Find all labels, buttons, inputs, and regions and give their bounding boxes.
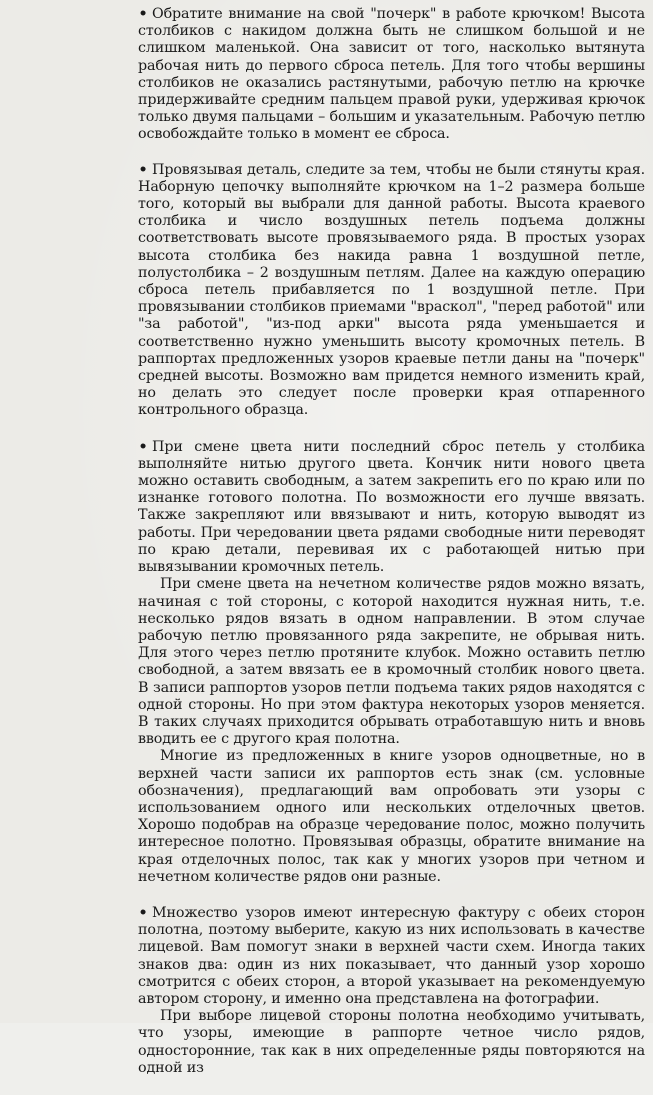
paragraph: При выборе лицевой стороны полотна необходимо учитывать, что узоры, имеющие в раппорте четное число рядов, односторонние, так как в них определенные ряды повторяются на одной из <box>138 1008 645 1076</box>
page-body <box>138 6 645 1095</box>
section-fabric-sides <box>138 905 645 1077</box>
paragraph: Многие из предложенных в книге узоров одноцветные, но в верхней части записи их раппортов есть знак (см. условные обозначения), предлагающий вам опробовать эти узоры с использованием одного или нескольких отделочных цветов. Хорошо подобрав на образце чередование полос, можно получить интересное полотно. Провязывая образцы, обратите внимание на края отделочных полос, так как у многих узоров при четном и нечетном количестве рядов они разные. <box>138 748 645 885</box>
bullet-icon: • <box>138 904 148 921</box>
bullet-icon: • <box>138 6 148 22</box>
paragraph <box>138 905 645 1008</box>
bullet-icon: • <box>138 438 148 455</box>
section-color-change <box>138 439 645 886</box>
paragraph-text: Множество узоров имеют интересную фактуру с обеих сторон полотна, поэтому выберите, какую из них использовать в качестве лицевой. Вам помогут знаки в верхней части схем. Иногда таких знаков два: один из них показывает, что данный узор хорошо смотрится с обеих сторон, а второй указывает на рекомендуемую автором сторону, и именно она представлена на фотографии. <box>138 904 645 1007</box>
paragraph <box>138 439 645 577</box>
paragraph-text: Обратите внимание на свой "почерк" в работе крючком! Высота столбиков с накидом должна быть не слишком большой и не слишком маленькой. Она зависит от того, насколько вытянута рабочая нить до первого сброса петель. Для того чтобы вершины столбиков не оказались растянутыми, рабочую петлю на крючке придерживайте средним пальцем правой руки, удерживая крючок только двумя пальцами – большим и указательным. Рабочую петлю освобождайте только в момент ее сброса. <box>138 6 645 143</box>
paragraph <box>138 162 645 420</box>
paragraph-text: При смене цвета нити последний сброс петель у столбика выполняйте нитью другого цвета. Кончик нити нового цвета можно оставить свободным, а затем закрепить его по краю или по изнанке готового полотна. По возможности его лучше ввязать. Также закрепляют или ввязывают и нить, которую выводят из работы. При чередовании цвета рядами свободные нити переводят по краю детали, перевивая их с работающей нитью при вывязывании кромочных петель. <box>138 438 645 576</box>
paragraph: При смене цвета на нечетном количестве рядов можно вязать, начиная с той стороны, с которой находится нужная нить, т.е. несколько рядов вязать в одном направлении. В этом случае рабочую петлю провязанного ряда закрепите, не обрывая нить. Для этого через петлю протяните клубок. Можно оставить петлю свободной, а затем ввязать ее в кромочный столбик нового цвета. В записи раппортов узоров петли подъема таких рядов находятся с одной стороны. Но при этом фактура некоторых узоров меняется. В таких случаях приходится обрывать отработавшую нить и вновь вводить ее с другого края полотна. <box>138 576 645 748</box>
bullet-icon: • <box>138 161 148 178</box>
section-edges <box>138 162 645 420</box>
paragraph <box>138 6 645 144</box>
paragraph-text: Провязывая деталь, следите за тем, чтобы не были стянуты края. Наборную цепочку выполняйте крючком на 1–2 размера больше того, который вы выбрали для данной работы. Высота краевого столбика и число воздушных петель подъема должны соответствовать высоте провязываемого ряда. В простых узорах высота столбика без накида равна 1 воздушной петле, полустолбика – 2 воздушным петлям. Далее на каждую операцию сброса петель прибавляется по 1 воздушной петле. При провязывании столбиков приемами "враскол", "перед работой" или "за работой", "из-под арки" высота ряда уменьшается и соответственно нужно уменьшить высоту кромочных петель. В раппортах предложенных узоров краевые петли даны на "почерк" средней высоты. Возможно вам придется немного изменить край, но делать это следует после проверки края отпаренного контрольного образца. <box>138 161 645 419</box>
section-handwriting <box>138 6 645 144</box>
